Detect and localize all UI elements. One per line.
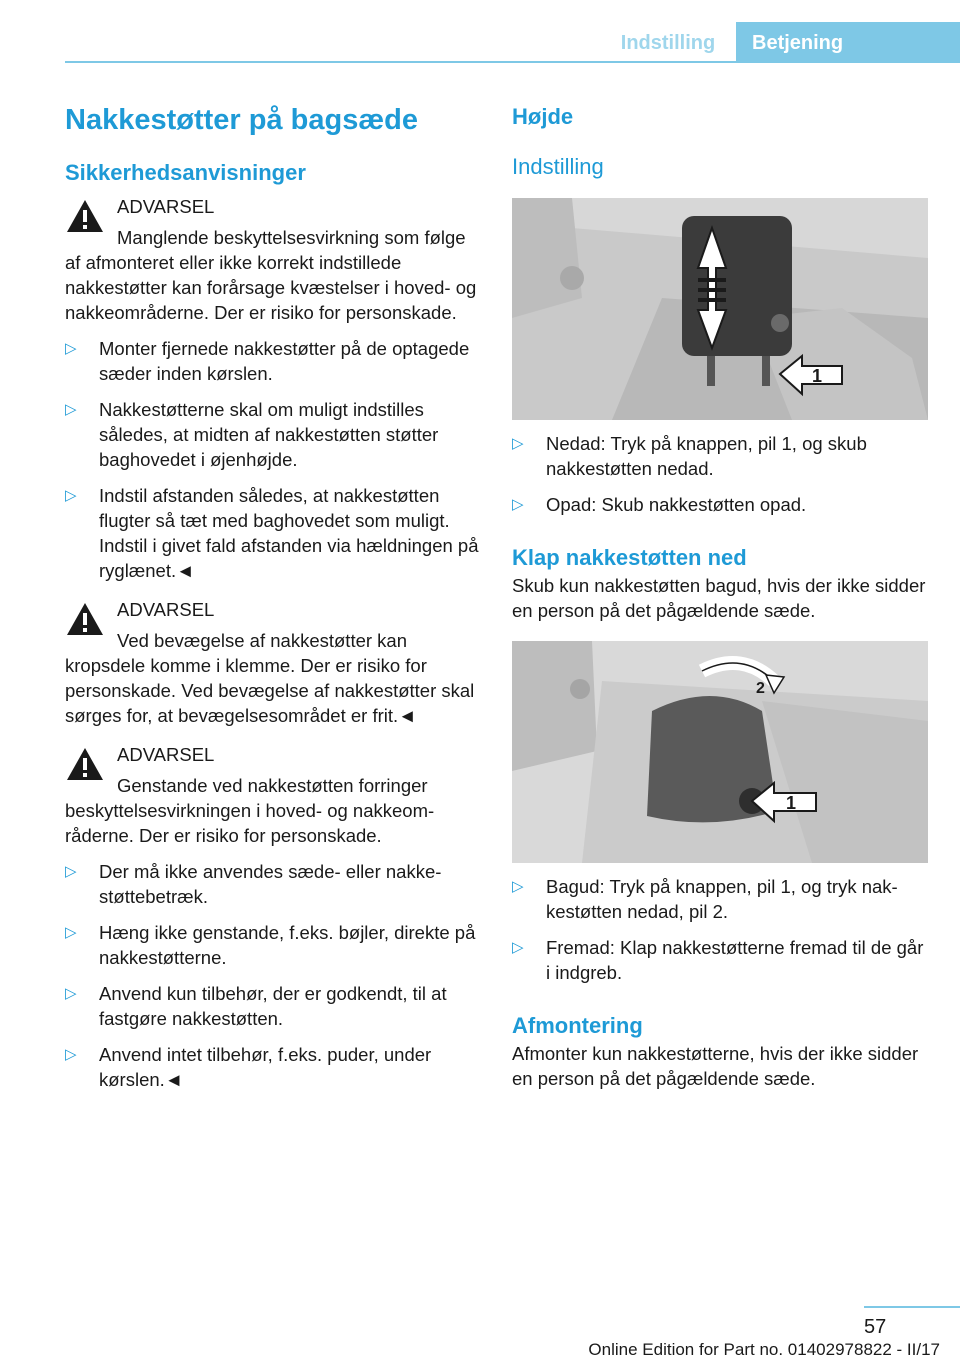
triangle-bullet-icon: ▷	[65, 401, 77, 418]
callout-label: 2	[756, 680, 765, 697]
headrest-fold-illustration	[512, 641, 928, 863]
tab-indstilling[interactable]: Indstilling	[620, 32, 716, 54]
triangle-bullet-icon: ▷	[65, 487, 77, 504]
fold-text: Skub kun nakkestøtten bagud, hvis der ikke sidder en person på det pågældende sæde.	[512, 575, 926, 621]
list-item: ▷ Nedad: Tryk på knappen, pil 1, og skub nakkestøtten nedad.	[512, 433, 867, 479]
warning-text: Genstande ved nakkestøtten forringer beskyttelsesvirkningen i hoved- og nakkeområderne. Der er risiko for personskade.	[65, 775, 435, 846]
triangle-bullet-icon: ▷	[65, 985, 77, 1002]
remove-text: Afmonter kun nakkestøtterne, hvis der ikke sidder en person på det pågældende sæde.	[512, 1043, 919, 1089]
fold-list	[512, 874, 930, 985]
callout-label: 1	[812, 366, 823, 386]
edition-note: Online Edition for Part no. 01402978822 - II/17	[588, 1340, 940, 1359]
section-heading-fold: Klap nakkestøtten ned	[512, 545, 747, 570]
footer-rule	[864, 1306, 960, 1308]
tab-betjening[interactable]: Betjening	[736, 22, 960, 62]
warning-title: ADVARSEL	[117, 196, 215, 217]
list-item: ▷ Anvend kun tilbehør, der er godkendt, til at fastgøre nakkestøtten.	[65, 983, 447, 1029]
warning-block-1	[65, 194, 480, 325]
height-list	[512, 431, 930, 517]
warning-icon	[65, 601, 105, 637]
page-title: Nakkestøtter på bagsæde	[65, 104, 418, 136]
list-item: ▷ Nakkestøtterne skal om muligt indstilles således, at midten af nakkestøtten støtter baghovedet i øjenhøjde.	[65, 399, 439, 470]
warning-block-3	[65, 742, 480, 848]
list-item: ▷ Anvend intet tilbehør, f.eks. puder, under kørslen.◄	[65, 1044, 432, 1090]
safety-list-2	[65, 859, 480, 1092]
headrest-height-illustration	[512, 198, 928, 420]
list-item: ▷ Fremad: Klap nakkestøtterne fremad til de går i indgreb.	[512, 937, 924, 983]
section-heading-adjust: Indstilling	[512, 154, 604, 179]
list-item: ▷ Hæng ikke genstande, f.eks. bøjler, direkte på nakkestøtterne.	[65, 922, 476, 968]
callout-label: 1	[786, 793, 797, 813]
warning-title: ADVARSEL	[117, 744, 215, 765]
list-item: ▷ Opad: Skub nakkestøtten opad.	[512, 494, 807, 515]
triangle-bullet-icon: ▷	[512, 435, 524, 452]
list-item: ▷ Bagud: Tryk på knappen, pil 1, og tryk nakkestøtten nedad, pil 2.	[512, 876, 898, 922]
right-column	[512, 100, 930, 1091]
warning-icon	[65, 746, 105, 782]
warning-text: Ved bevægelse af nakkestøtter kan kropsdele komme i klemme. Der er risiko for personskade. Ved bevægelse af nakkestøtter skal sørges for, at bevægelsesområdet er frit.◄	[65, 630, 475, 726]
warning-icon	[65, 198, 105, 234]
triangle-bullet-icon: ▷	[512, 878, 524, 895]
triangle-bullet-icon: ▷	[65, 863, 77, 880]
list-item: ▷ Monter fjernede nakkestøtter på de optagede sæder inden kørslen.	[65, 338, 470, 384]
triangle-bullet-icon: ▷	[65, 340, 77, 357]
list-item: ▷ Der må ikke anvendes sæde- eller nakkestøttebetræk.	[65, 861, 442, 907]
triangle-bullet-icon: ▷	[512, 939, 524, 956]
triangle-bullet-icon: ▷	[65, 1046, 77, 1063]
warning-block-2	[65, 597, 480, 728]
warning-text: Manglende beskyttelsesvirkning som følge af afmonteret eller ikke korrekt indstillede nakkestøtter kan forårsage kvæstelser i hoved- og nakkeområderne. Der er risiko for personskade.	[65, 227, 477, 323]
triangle-bullet-icon: ▷	[65, 924, 77, 941]
list-item: ▷ Indstil afstanden således, at nakkestøtten flugter så tæt med baghovedet som muligt. Indstil i givet fald afstanden via hældningen på ryglænet.◄	[65, 485, 479, 581]
section-heading-remove: Afmontering	[512, 1013, 643, 1038]
warning-title: ADVARSEL	[117, 599, 215, 620]
safety-list-1	[65, 336, 480, 583]
left-column	[65, 100, 480, 1092]
page-number: 57	[864, 1316, 887, 1338]
section-heading-safety: Sikkerhedsanvisninger	[65, 160, 306, 185]
section-heading-height: Højde	[512, 104, 574, 129]
triangle-bullet-icon: ▷	[512, 496, 524, 513]
